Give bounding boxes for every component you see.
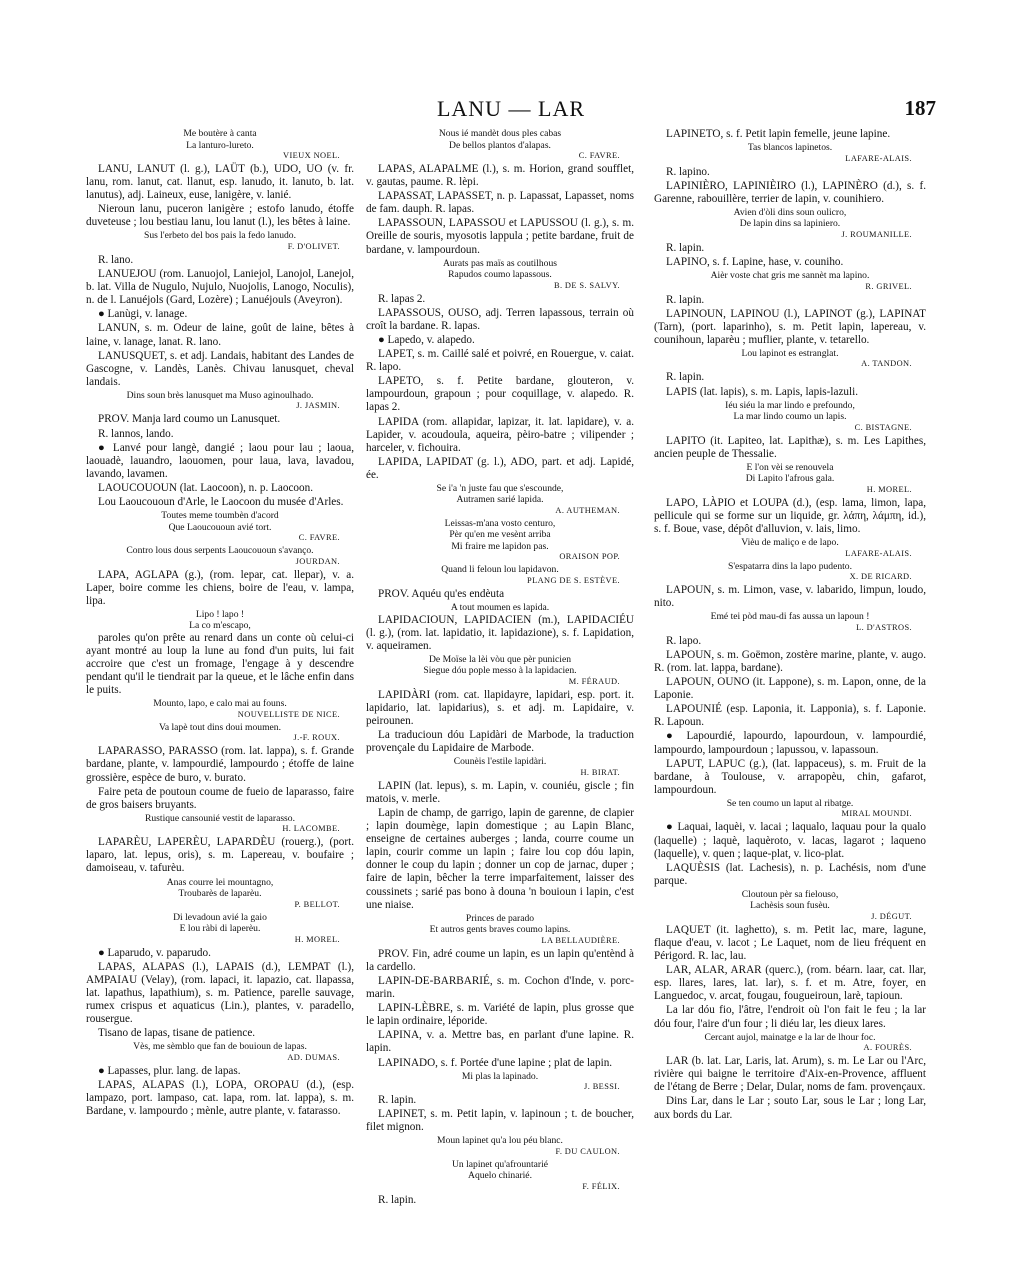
- dictionary-entry: LAPOUN, s. m. Goëmon, zostère marine, plante, v. augo. R. (rom. lat. lappa, bardane).: [654, 648, 926, 674]
- quotation-line: Quand li feloun lou lapidavon.: [441, 564, 559, 576]
- dictionary-entry: LAOUCOUOUN (lat. Laocoon), n. p. Laocoon.: [98, 481, 313, 494]
- dictionary-entry: LAPETO, s. f. Petite bardane, glouteron, v. lampourdoun, grapoun ; pour coquillage, v. alapedo. R. lapas 2.: [366, 375, 634, 414]
- quotation-line: Di Lapito l'afrous gala.: [745, 473, 835, 485]
- quotation-line: Aièr voste chat gris me sannèt ma lapino.: [710, 270, 870, 282]
- dictionary-entry: LAPIDÀRI (rom. cat. llapidayre, lapidari, esp. port. it. lapidario, lat. lapidarius), s. et adj. m. Lapidaire, v. peirounen.: [366, 688, 634, 728]
- dictionary-entry: LAR, ALAR, ARAR (querc.), (rom. béarn. laar, cat. llar, esp. llares, lares, lat. lar), s. f. et m. Atre, foyer, en Languedoc, v. arcat, fougau, fougueiroun, larè, tapioun.: [654, 964, 926, 1003]
- dictionary-entry: ● Lanùgi, v. lanage.: [98, 308, 188, 321]
- page-number: 187: [904, 96, 936, 120]
- quotation-line: Rapudos coumo lapassous.: [448, 269, 552, 281]
- quotation-line: A tout moumen es lapida.: [450, 602, 550, 614]
- dictionary-entry: LAPOUNIÉ (esp. Laponia, it. Lapponia), s. f. Laponie. R. Lapoun.: [654, 703, 926, 729]
- quotation-line: Se i'a 'n juste fau que s'escounde,: [436, 482, 564, 494]
- dictionary-entry: LAPITO (it. Lapiteo, lat. Lapithæ), s. m. Les Lapithes, ancien peuple de Thessalie.: [654, 434, 926, 460]
- quotation-line: La mar lindo coumo un lapis.: [733, 411, 847, 423]
- quotation-attribution: J. DÉGUT.: [871, 911, 912, 921]
- quotation-line: Avien d'òli dins soun oulicro,: [733, 206, 847, 218]
- dictionary-entry: LAPINADO, s. f. Portée d'une lapine ; plat de lapin.: [378, 1056, 613, 1069]
- quotation-line: De Moïse la lèi vòu que pèr punicien: [429, 653, 571, 665]
- quotation-attribution: C. BISTAGNE.: [854, 422, 912, 432]
- quotation-attribution: F. FÉLIX.: [582, 1181, 620, 1191]
- quotation-line: Emé tei pòd mau-di fas aussa un lapoun !: [710, 611, 870, 623]
- quotation-line: Lipo ! lapo !: [195, 608, 245, 620]
- quotation-attribution: C. FAVRE.: [578, 151, 620, 160]
- entry-paragraph: R. lapin.: [666, 371, 705, 384]
- quotation-attribution: PLANG DE S. ESTÈVE.: [527, 575, 620, 585]
- quotation-line: Leissas-m'ana vosto centuro,: [444, 517, 556, 529]
- dictionary-entry: LAPOUN, s. m. Limon, vase, v. labarido, limpun, loudo, nito.: [654, 584, 926, 610]
- page-header: [86, 96, 936, 126]
- quotation-attribution: C. FAVRE.: [298, 533, 340, 543]
- entry-paragraph: Nieroun lanu, puceron lanigère ; estofo lanudo, étoffe duveteuse ; lou bestiau lanu, lou lanut (l.), les bêtes à laine.: [86, 203, 354, 229]
- dictionary-entry: ● Lapourdié, lapourdo, lapourdoun, v. lampourdié, lampourdo, lampourdoun ; lapussou, v. lapassoun.: [654, 730, 926, 756]
- running-title: LANU — LAR: [436, 96, 586, 121]
- dictionary-entry: LAPIN-LÈBRE, s. m. Variété de lapin, plus grosse que le lapin ordinaire, léporide.: [366, 1002, 634, 1028]
- quotation-attribution: VIEUX NOEL.: [283, 151, 340, 160]
- entry-paragraph: La traducioun dóu Lapidàri de Marbode, la traduction provençale du Lapidaire de Marbode.: [366, 729, 634, 755]
- dictionary-entry: LAPAS, ALAPAS (l.), LAPAIS (d.), LEMPAT (l.), AMPAIAU (Velay), (rom. lapaci, it. lapazio, cat. llapassa, lat. lapathus, lapathium), s. m. Patience, parelle sauvage, rumex crispus et aquaticus (Lin.), plantes, v. paradello, rousergue.: [86, 960, 354, 1026]
- quotation-line: S'espatarra dins la lapo pudento.: [727, 560, 853, 572]
- dictionary-entry: LAPIN-DE-BARBARIÉ, s. m. Cochon d'Inde, v. porc-marin.: [366, 974, 634, 1001]
- quotation-line: Vièu de maliço e de lapo.: [741, 537, 839, 549]
- quotation-line: Di levadoun avié la gaio: [173, 911, 267, 923]
- dictionary-entry: LAPIN (lat. lepus), s. m. Lapin, v. couniéu, giscle ; fin matois, v. merle.: [366, 779, 634, 805]
- quotation-line: Pèr qu'en me vesènt arriba: [449, 529, 551, 541]
- quotation-line: Iéu siéu la mar lindo e prefoundo,: [725, 399, 855, 411]
- quotation-attribution: LAFARE-ALAIS.: [845, 548, 912, 558]
- dictionary-entry: ● Lanvé pour langè, dangié ; laou pour lau ; laoua, laouadè, lauandro, laouomen, pour laua, lava, lavadou, lavando, lavamen.: [86, 441, 354, 480]
- quotation-attribution: H. MOREL.: [866, 484, 912, 494]
- dictionary-entry: LAPINET, s. m. Petit lapin, v. lapinoun ; t. de boucher, filet mignon.: [366, 1108, 634, 1134]
- dictionary-entry: LAPARÈU, LAPERÈU, LAPARDÈU (rouerg.), (port. laparo, lat. lepus, oris), s. m. Lapereau, v. boufaire ; damoiseau, v. tafurèu.: [86, 836, 354, 875]
- dictionary-entry: LAPIDA, LAPIDAT (g. l.), ADO, part. et adj. Lapidé, ée.: [366, 455, 634, 481]
- dictionary-entry: LANUEJOU (rom. Lanuojol, Laniejol, Lanojol, Lanejol, b. lat. Villa de Nugulo, Nujulo, Nuojolis, Lanogo, Noculis), n. de l. Lanuéjols (Gard, Lozère) ; Lanuéjouls (Aveyron).: [86, 268, 354, 307]
- quotation-attribution: H. BIRAT.: [580, 767, 620, 777]
- quotation-attribution: H. MOREL.: [294, 934, 340, 944]
- entry-paragraph: R. lapin.: [666, 293, 705, 306]
- quotation-attribution: L. D'ASTROS.: [856, 622, 912, 632]
- quotation-attribution: H. LACOMBE.: [282, 824, 340, 834]
- quotation-line: Counèis l'estile lapidàri.: [453, 756, 547, 768]
- dictionary-entry: ● Laparudo, v. paparudo.: [98, 946, 211, 959]
- quotation-attribution: J. BESSI.: [584, 1082, 620, 1092]
- quotation-attribution: A. TANDON.: [861, 359, 912, 369]
- quotation-attribution: X. DE RICARD.: [849, 572, 912, 582]
- entry-paragraph: paroles qu'on prête au renard dans un conte où celui-ci ayant montré au loup la lune au fond d'un puits, lui fait accroire que c'est un fromage, l'engage à y descendre pendant qu'il le tiendrait par la queue, et le lâche enfin dans le puits.: [86, 631, 354, 697]
- entry-paragraph: R. lapino.: [666, 165, 710, 178]
- dictionary-entry: LAPAS, ALAPALME (l.), s. m. Horion, grand soufflet, v. gautas, paume. R. lèpi.: [366, 163, 634, 189]
- dictionary-entry: LAPAS, ALAPAS (l.), LOPA, OROPAU (d.), (esp. lampazo, port. lampaso, cat. lapa, rom. lat. lappa), s. m. Bardane, v. lampourdo ; mènle, autre plante, v. fatarasso.: [86, 1078, 354, 1117]
- entry-paragraph: R. lapin.: [666, 241, 705, 254]
- quotation-line: Toutes meme toumbèn d'acord: [161, 510, 279, 522]
- entry-paragraph: R. lano.: [98, 253, 134, 266]
- dictionary-entry: LAPINOUN, LAPINOU (l.), LAPINOT (g.), LAPINAT (Tarn), (port. laparinho), s. m. Petit lapin, lapereau, v. counihoun, laparèu ; muflier, plante, v. tetarello.: [654, 307, 926, 346]
- quotation-attribution: LA BELLAUDIÈRE.: [541, 935, 620, 945]
- entry-paragraph: R. lapin.: [378, 1094, 417, 1107]
- entry-paragraph: La lar dóu fio, l'âtre, l'endroit où l'on fait le feu ; la lar dóu four, l'aire d'un four ; li diéu lar, les dieux lares.: [654, 1004, 926, 1030]
- quotation-attribution: AD. DUMAS.: [287, 1052, 340, 1062]
- column-left: [86, 128, 354, 1238]
- dictionary-entry: LAPINA, v. a. Mettre bas, en parlant d'une lapine. R. lapin.: [366, 1029, 634, 1055]
- quotation-line: Me boutère à canta: [183, 128, 257, 139]
- quotation-line: Aurats pas maïs as coutilhous: [442, 257, 558, 269]
- quotation-attribution: M. FÉRAUD.: [568, 676, 620, 686]
- quotation-line: Que Laoucououn avié tort.: [168, 521, 272, 533]
- dictionary-entry: LAPIDA (rom. allapidar, lapizar, it. lat. lapidare), v. a. Lapider, v. acoudoula, aqueira, pèiro-batre ; vilipender ; harceler, v. fichouira.: [366, 415, 634, 454]
- quotation-attribution: B. DE S. SALVY.: [553, 280, 620, 290]
- dictionary-entry: LAPINETO, s. f. Petit lapin femelle, jeune lapine.: [666, 128, 891, 140]
- quotation-line: Vès, me sèmblo que fan de bouioun de lapas.: [133, 1041, 307, 1053]
- quotation-line: Moun lapinet qu'a lou péu blanc.: [437, 1135, 563, 1147]
- quotation-line: Lou lapinot es estranglat.: [741, 347, 839, 359]
- quotation-attribution: P. BELLOT.: [294, 899, 340, 909]
- quotation-line: Aquelo chinarié.: [468, 1170, 532, 1182]
- column-right: [654, 128, 926, 1238]
- column-middle: [366, 128, 634, 1238]
- quotation-line: De bellos plantos d'alapas.: [449, 139, 551, 151]
- entry-paragraph: Dins Lar, dans le Lar ; souto Lar, sous le Lar ; long Lar, aux bords du Lar.: [654, 1095, 926, 1121]
- quotation-attribution: F. DU CAULON.: [555, 1146, 620, 1156]
- entry-paragraph: PROV. Aquéu qu'es endèuta: [378, 587, 505, 600]
- quotation-line: Tas blancos lapinetos.: [747, 142, 833, 154]
- quotation-line: Nous ié mandèt dous ples cabas: [438, 128, 562, 139]
- quotation-line: E lou ràbi di laperèu.: [179, 923, 261, 935]
- quotation-attribution: MIRAL MOUNDI.: [841, 809, 912, 819]
- quotation-line: Lachèsis soun fusèu.: [750, 900, 830, 912]
- quotation-line: Un lapinet qu'afrountarié: [451, 1158, 549, 1170]
- entry-paragraph: R. lapas 2.: [378, 292, 426, 305]
- dictionary-entry: LAPARASSO, PARASSO (rom. lat. lappa), s. f. Grande bardane, plante, v. lampourdié, lampourdo ; étoffe de laine grossière, espèce de buro, v. burato.: [86, 745, 354, 784]
- quotation-line: Mi fraire me lapidon pas.: [451, 540, 549, 552]
- dictionary-entry: LAPIDACIOUN, LAPIDACIEN (m.), LAPIDACIÉU (l. g.), (rom. lat. lapidatio, it. lapidazione), s. f. Lapidation, v. aqueiramen.: [366, 613, 634, 652]
- quotation-attribution: JOURDAN.: [295, 556, 340, 566]
- quotation-line: Se ten coumo un laput al ribatge.: [726, 797, 854, 809]
- dictionary-entry: LAPASSOUS, OUSO, adj. Terren lapassous, terrain où croît la bardane. R. lapas.: [366, 306, 634, 332]
- dictionary-entry: LAPASSOUN, LAPASSOU et LAPUSSOU (l. g.), s. m. Oreille de souris, myosotis lappula ; petite bardane, fruit de bardane, v. lampourdoun.: [366, 217, 634, 256]
- quotation-line: Mi plas la lapinado.: [461, 1070, 539, 1082]
- dictionary-entry: ● Laquai, laquèi, v. lacai ; laqualo, laquau pour la qualo (laquelle) ; laquè, laquèroto, v. lacas, lagarot ; laqueno (laquelle), v. quen ; laque-plat, v. lico-plat.: [654, 821, 926, 860]
- quotation-attribution: A. AUTHEMAN.: [555, 505, 620, 515]
- entry-paragraph: R. lapin.: [378, 1193, 417, 1206]
- quotation-line: Siegue dóu pople messo à la lapidacien.: [423, 665, 577, 677]
- quotation-line: Dins soun brès lanusquet ma Muso aginoulhado.: [126, 389, 314, 401]
- quotation-line: Troubarès de laparèu.: [178, 888, 262, 900]
- dictionary-entry: LANUSQUET, s. et adj. Landais, habitant des Landes de Gascogne, v. Landès, Lanès. Chivau lanusquet, cheval landais.: [86, 349, 354, 388]
- quotation-attribution: J.-F. ROUX.: [293, 733, 340, 743]
- dictionary-entry: LAQUÈSIS (lat. Lachesis), n. p. Lachésis, nom d'une parque.: [654, 861, 926, 887]
- dictionary-entry: LAPIS (lat. lapis), s. m. Lapis, lapis-lazuli.: [666, 385, 859, 398]
- quotation-line: Princes de parado: [465, 912, 535, 924]
- quotation-line: Rustique cansounié vestit de laparasso.: [144, 812, 295, 824]
- entry-paragraph: PROV. Manja lard coumo un Lanusquet.: [98, 413, 281, 426]
- quotation-line: La co m'escapo,: [189, 620, 251, 632]
- quotation-attribution: J. ROUMANILLE.: [841, 229, 912, 239]
- quotation-line: Sus l'erbeto del bos pais la fedo lanudo.: [143, 230, 296, 242]
- dictionary-entry: LANU, LANUT (l. g.), LAÜT (b.), UDO, UO (v. fr. lanu, rom. lanut, cat. llanut, esp. lanudo, it. lanuto, b. lat. lanutus), adj. Laineux, euse, lanigère, v. lanié.: [86, 163, 354, 202]
- dictionary-entry: LAPINIÈRO, LAPINIÈIRO (l.), LAPINÈRO (d.), s. f. Garenne, rabouillère, terrier de lapin, v. counihiero.: [654, 179, 926, 205]
- entry-paragraph: R. lannos, lando.: [98, 427, 174, 440]
- dictionary-entry: ● Lapasses, plur. lang. de lapas.: [98, 1064, 241, 1077]
- dictionary-entry: LANUN, s. m. Odeur de laine, goût de laine, bêtes à laine, v. lanage, lanat. R. lano.: [86, 322, 354, 348]
- dictionary-entry: LAPET, s. m. Caillé salé et poivré, en Rouergue, v. caiat. R. lapo.: [366, 348, 634, 374]
- quotation-attribution: F. D'OLIVET.: [287, 241, 340, 251]
- quotation-line: Cercant aujol, mainatge e la lar de lhour foc.: [704, 1031, 876, 1043]
- quotation-attribution: LAFARE-ALAIS.: [845, 153, 912, 163]
- quotation-line: Contro lous dous serpents Laoucououn s'avanço.: [126, 545, 314, 557]
- entry-paragraph: Lapin de champ, de garrigo, lapin de garenne, de clapier ; lapin doumège, lapin domestique ; au Lapin Blanc, enseigne de certaines auberges ; landa, courre coume un lapin, courir comme un lapin ; faire lou cop dóu lapin, donner le coup du lapin ; donner un cop de jarnac, duper ; faire de lapin, bêcher la terre imparfaitement, laisser des coussinets ; sarié pas bono à douna 'n bouioun i lapin, c'est une niaise.: [366, 807, 634, 911]
- quotation-line: Cloutoun pèr sa fielouso,: [741, 888, 839, 900]
- quotation-line: Et autros gents braves coumo lapins.: [429, 924, 571, 936]
- quotation-attribution: ORAISON POP.: [559, 552, 620, 562]
- quotation-line: Va lapè tout dins doui moumen.: [158, 721, 282, 733]
- dictionary-entry: LAPO, LÀPIO et LOUPA (d.), (esp. lama, limon, lapa, pellicule qui se forme sur un liquide, gr. λάπη, λάμπη, id.), s. f. Boue, vase, dépôt d'alluvion, v. lais, limo.: [654, 496, 926, 535]
- quotation-line: La lanturo-lureto.: [186, 139, 254, 151]
- entry-paragraph: R. lapo.: [666, 634, 702, 647]
- quotation-attribution: A. FOURÈS.: [863, 1043, 912, 1053]
- dictionary-entry: LAPOUN, OUNO (it. Lappone), s. m. Lapon, onne, de la Laponie.: [654, 676, 926, 702]
- entry-paragraph: Lou Laoucououn d'Arle, le Laocoon du musée d'Arles.: [98, 495, 344, 508]
- dictionary-entry: LAR (b. lat. Lar, Laris, lat. Arum), s. m. Le Lar ou l'Arc, rivière qui baigne le territoire d'Aix-en-Provence, affluent de l'étang de Berre ; Delar, Dular, noms de fam. provençaux.: [654, 1055, 926, 1094]
- dictionary-entry: LAPUT, LAPUC (g.), (lat. lappaceus), s. m. Fruit de la bardane, à Toulouse, v. arrapopèu, chin, gafarot, lampourdoun.: [654, 757, 926, 796]
- dictionary-entry: ● Lapedo, v. alapedo.: [378, 333, 475, 346]
- entry-paragraph: Faire peta de poutoun coume de fueio de laparasso, faire de gros baisers bruyants.: [86, 785, 354, 811]
- dictionary-entry: LAQUET (it. laghetto), s. m. Petit lac, mare, lagune, flaque d'eau, v. lacot ; Le Laquet, nom de lieu fréquent en Périgord. R. lac, lau.: [654, 923, 926, 963]
- quotation-line: E l'on vèi se renouvela: [746, 461, 834, 473]
- quotation-attribution: NOUVELLISTE DE NICE.: [237, 709, 340, 719]
- entry-paragraph: Tisano de lapas, tisane de patience.: [98, 1027, 256, 1040]
- quotation-attribution: R. GRIVEL.: [865, 281, 912, 291]
- dictionary-entry: LAPINO, s. f. Lapine, hase, v. couniho.: [666, 255, 844, 268]
- quotation-line: Anas courre lei mountagno,: [166, 876, 274, 888]
- quotation-attribution: J. JASMIN.: [296, 401, 340, 411]
- entry-paragraph: PROV. Fin, adré coume un lapin, es un lapin qu'entènd à la cardello.: [366, 947, 634, 973]
- quotation-line: Autramen sarié lapida.: [456, 494, 544, 506]
- quotation-line: De lapin dins sa lapiniero.: [739, 218, 841, 230]
- dictionary-entry: LAPASSAT, LAPASSET, n. p. Lapassat, Lapasset, noms de fam. dauph. R. lapas.: [366, 190, 634, 216]
- dictionary-entry: LAPA, AGLAPA (g.), (rom. lepar, cat. llepar), v. a. Laper, boire comme les chiens, boire de l'eau, v. lampa, lipa.: [86, 568, 354, 607]
- quotation-line: Mounto, lapo, e calo mai au founs.: [153, 698, 287, 710]
